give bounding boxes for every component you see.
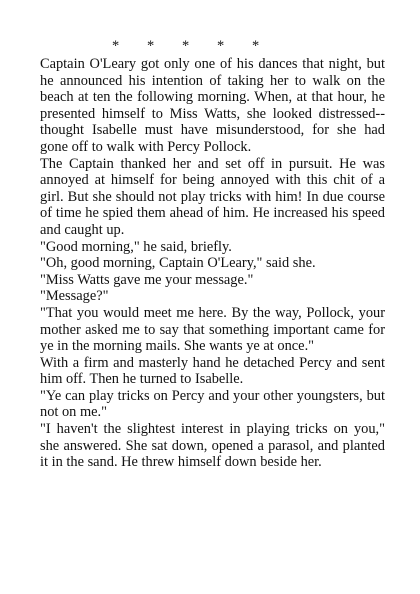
separator-star: * <box>147 38 155 54</box>
section-separator <box>40 38 385 55</box>
paragraph: The Captain thanked her and set off in pursuit. He was annoyed at himself for being annoyed with this chit of a girl. But she should not play tricks with him! In due course of time he spied them ahead of him. He increased his speed and caught up. <box>40 155 385 238</box>
paragraph: Captain O'Leary got only one of his dances that night, but he announced his intention of taking her to walk on the beach at ten the following morning. When, at that hour, he presented himself to Miss Watts, she looked distressed--thought Isabelle must have misunderstood, for she had gone off to walk with Percy Pollock. <box>40 56 385 155</box>
paragraph: "Miss Watts gave me your message." <box>40 271 254 288</box>
separator-star: * <box>112 38 120 54</box>
paragraph: "Message?" <box>40 288 109 305</box>
paragraph: "Oh, good morning, Captain O'Leary," said she. <box>40 255 316 272</box>
paragraph: "I haven't the slightest interest in playing tricks on you," she answered. She sat down, opened a parasol, and planted it in the sand. He threw himself down beside her. <box>40 421 385 471</box>
paragraph: "Ye can play tricks on Percy and your other youngsters, but not on me." <box>40 387 385 421</box>
paragraph: "That you would meet me here. By the way, Pollock, your mother asked me to say that something important came for ye in the morning mails. She wants ye at once." <box>40 304 385 355</box>
separator-star: * <box>252 38 260 54</box>
paragraph: "Good morning," he said, briefly. <box>40 238 232 255</box>
separator-star: * <box>217 38 225 54</box>
paragraph: With a firm and masterly hand he detached Percy and sent him off. Then he turned to Isabelle. <box>40 354 385 388</box>
book-page <box>40 38 385 471</box>
separator-star: * <box>182 38 190 54</box>
